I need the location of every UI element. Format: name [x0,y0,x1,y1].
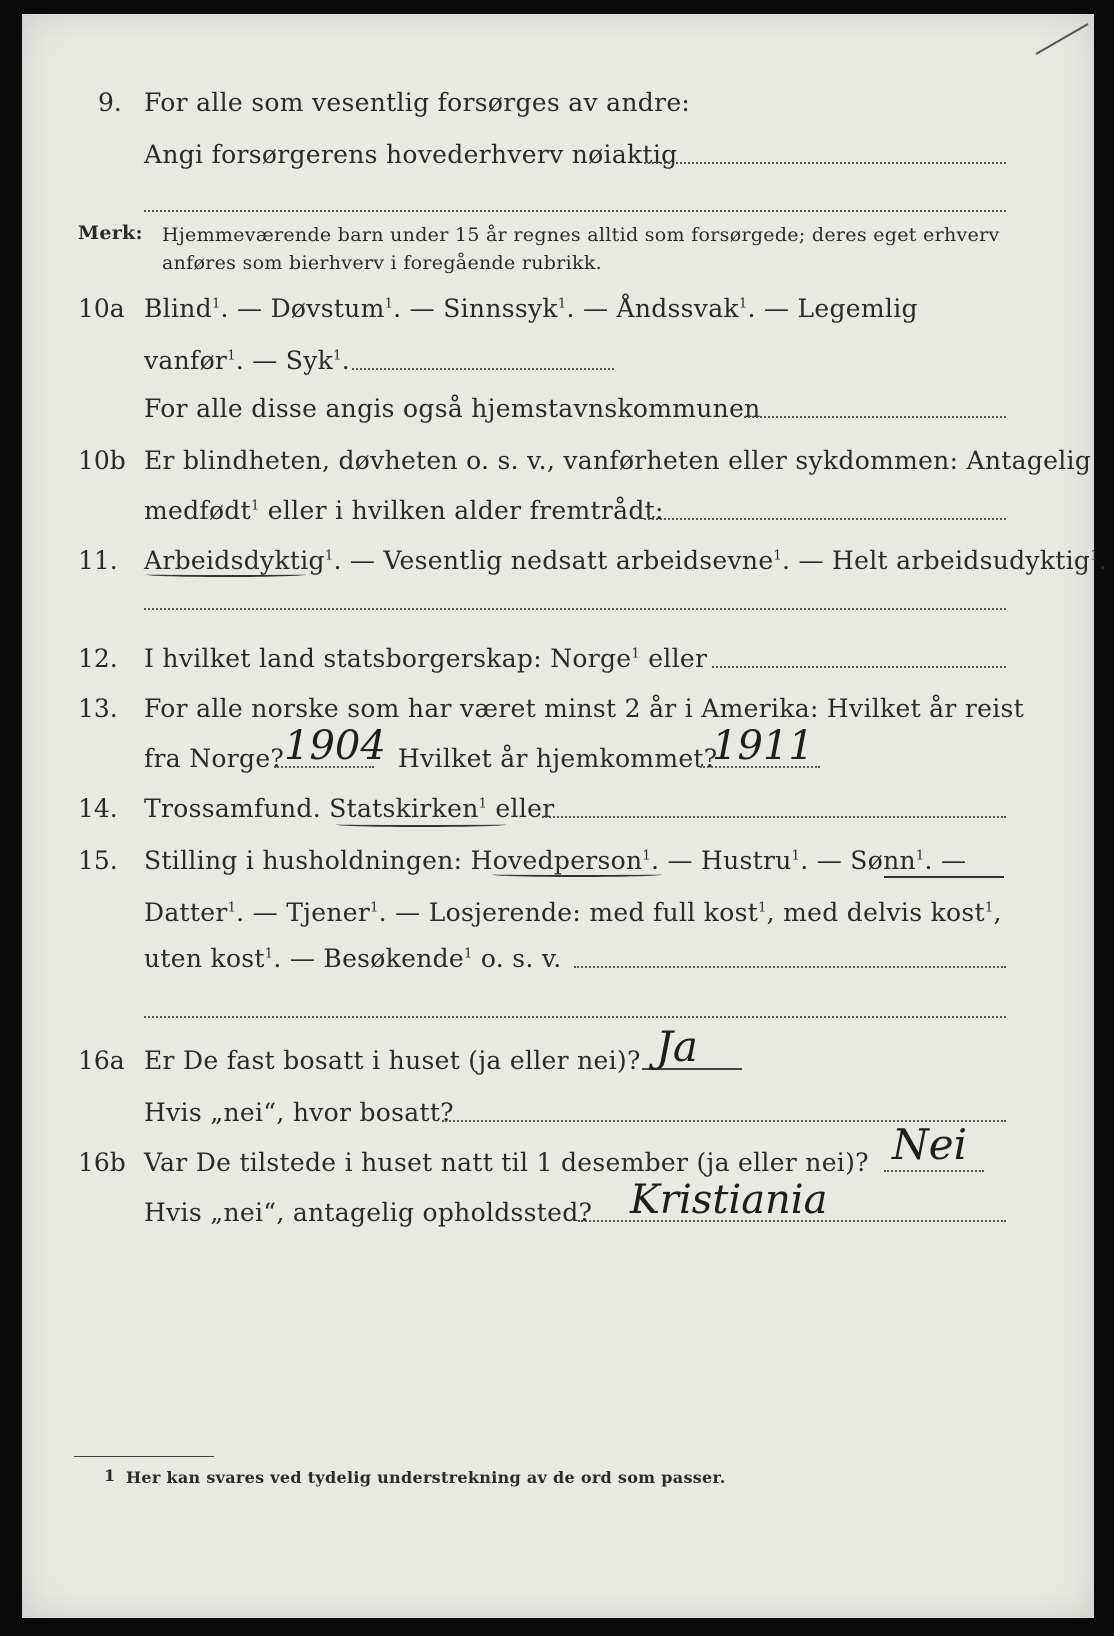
q13-line2a: fra Norge? [144,744,285,773]
sup-mark: 1 [758,900,767,916]
q14-line [144,796,554,821]
comma: , [993,898,1002,927]
q10a-syk-field[interactable] [352,368,614,370]
sup-mark: 1 [915,848,925,864]
osv: o. s. v. [472,944,562,973]
census-form-page [22,14,1108,1618]
q10b-line2 [144,498,664,523]
sup-mark: 1 [227,900,237,916]
handwritten-year-reist: 1904 [284,723,386,769]
sup-mark: 1 [1090,548,1099,564]
q10a-line2 [144,348,350,373]
option-norge: Norge [550,644,632,673]
q13-number: 13. [78,694,118,723]
q15-label: Stilling i husholdningen: [144,846,463,875]
period: . [1098,546,1108,575]
sup-mark: 1 [738,296,748,312]
sup-mark: 1 [478,796,488,812]
q11-number: 11. [78,546,118,575]
sup-mark: 1 [384,296,394,312]
q10b-number: 10b [78,446,126,475]
option-delvis-kost: , med delvis kost [766,898,985,927]
q10b-alder-text: eller i hvilken alder fremtrådt: [259,496,664,525]
option-syk: . — Syk [235,346,334,375]
sup-mark: 1 [211,296,221,312]
q9-extra-line[interactable] [144,210,1006,212]
q12-question: I hvilket land statsborgerskap: [144,644,542,673]
q9-answer-field[interactable] [644,162,1006,164]
q10a-line1 [144,296,918,321]
q14-other-field[interactable] [542,816,1006,818]
sup-mark: 1 [984,900,994,916]
option-legemlig: . — Legemlig [747,294,918,323]
q13-line1: For alle norske som har været minst 2 år i Amerika: Hvilket år reist [144,694,1025,723]
q16b-answer-field[interactable] [884,1170,984,1172]
option-hovedperson: Hovedperson [470,846,643,875]
q15-line2 [144,900,1002,925]
sup-mark: 1 [773,548,782,564]
q13-line2b: Hvilket år hjemkommet? [398,744,718,773]
q16b-number: 16b [78,1148,126,1177]
corner-mark [1036,23,1089,55]
option-statskirken: Statskirken [329,794,479,823]
q14-label: Trossamfund. [144,794,321,823]
handwritten-strike-sonn [884,876,1004,878]
dash: . — [924,846,967,875]
q14-number: 14. [78,794,118,823]
option-dovstum: . — Døvstum [220,294,385,323]
merk-label: Merk: [78,222,143,244]
period: . [341,346,350,375]
q15-line3 [144,946,562,971]
q10b-line1: Er blindheten, døvheten o. s. v., vanførheten eller sykdommen: Antagelig [144,446,1092,475]
q16a-number: 16a [78,1046,125,1075]
handwritten-underline-statskirken [336,822,506,827]
handwritten-answer-ja: Ja [656,1022,698,1071]
option-andssvak: . — Åndssvak [566,294,739,323]
option-medfodt: medfødt [144,496,251,525]
q12-number: 12. [78,644,118,673]
option-full-kost: . — Losjerende: med full kost [378,898,759,927]
sup-mark: 1 [631,646,640,662]
sup-mark: 1 [791,848,801,864]
q16b-line1: Var De tilstede i huset natt til 1 desember (ja eller nei)? [144,1148,869,1177]
q15-line1 [144,848,966,873]
sup-mark: 1 [557,296,567,312]
sup-mark: 1 [324,548,334,564]
q15-number: 15. [78,846,118,875]
q16b-line2: Hvis „nei“, antagelig opholdssted? [144,1198,593,1227]
handwritten-underline-arbeidsdyktig [146,572,306,577]
sup-mark: 1 [333,348,342,364]
q11-line [144,548,1107,573]
sup-mark: 1 [250,498,260,514]
merk-line1: Hjemmeværende barn under 15 år regnes alltid som forsørgede; deres eget erhverv [162,224,1000,246]
option-eller: eller [487,794,555,823]
option-sonn: . — Sønn [800,846,916,875]
q12-other-field[interactable] [712,666,1006,668]
q10a-kommune-field[interactable] [744,416,1006,418]
q16a-line1: Er De fast bosatt i huset (ja eller nei)? [144,1046,641,1075]
q16a-line2: Hvis „nei“, hvor bosatt? [144,1098,454,1127]
handwritten-underline-hovedperson [492,872,662,877]
sup-mark: 1 [227,348,236,364]
handwritten-answer-nei: Nei [892,1120,968,1169]
option-uten-kost: uten kost [144,944,265,973]
option-datter: Datter [144,898,228,927]
merk-line2: anføres som bierhverv i foregående rubrikk. [162,252,602,274]
option-sinnssyk: . — Sinnssyk [393,294,558,323]
q11-extra-line[interactable] [144,608,1006,610]
q10a-line3: For alle disse angis også hjemstavnskommunen [144,394,761,423]
footnote-text: Her kan svares ved tydelig understrekning av de ord som passer. [126,1468,726,1487]
option-arbeidsdyktig: Arbeidsdyktig [144,546,325,575]
q15-extra-line[interactable] [144,1016,1006,1018]
option-besokende: . — Besøkende [273,944,464,973]
option-tjener: . — Tjener [236,898,371,927]
option-blind: Blind [144,294,212,323]
q12-line [144,646,707,671]
q9-line2: Angi forsørgerens hovederhverv nøiaktig [144,140,678,169]
sup-mark: 1 [264,946,274,962]
sup-mark: 1 [642,848,651,864]
footnote-divider [74,1456,214,1457]
sup-mark: 1 [370,900,379,916]
q9-line1: For alle som vesentlig forsørges av andre: [144,88,691,117]
option-vanfor: vanfør [144,346,228,375]
option-nedsatt: . — Vesentlig nedsatt arbeidsevne [333,546,774,575]
footnote-mark: 1 [104,1466,116,1485]
option-hustru: . — Hustru [651,846,792,875]
q15-other-field[interactable] [574,966,1006,968]
q10b-alder-field[interactable] [644,518,1006,520]
sup-mark: 1 [464,946,473,962]
handwritten-year-hjemkommet: 1911 [712,723,814,769]
q10a-number: 10a [78,294,125,323]
handwritten-answer-kristiania: Kristiania [630,1177,828,1223]
option-arbeidsudyktig: . — Helt arbeidsudyktig [782,546,1091,575]
option-eller: eller [639,644,708,673]
q9-number: 9. [98,88,122,117]
